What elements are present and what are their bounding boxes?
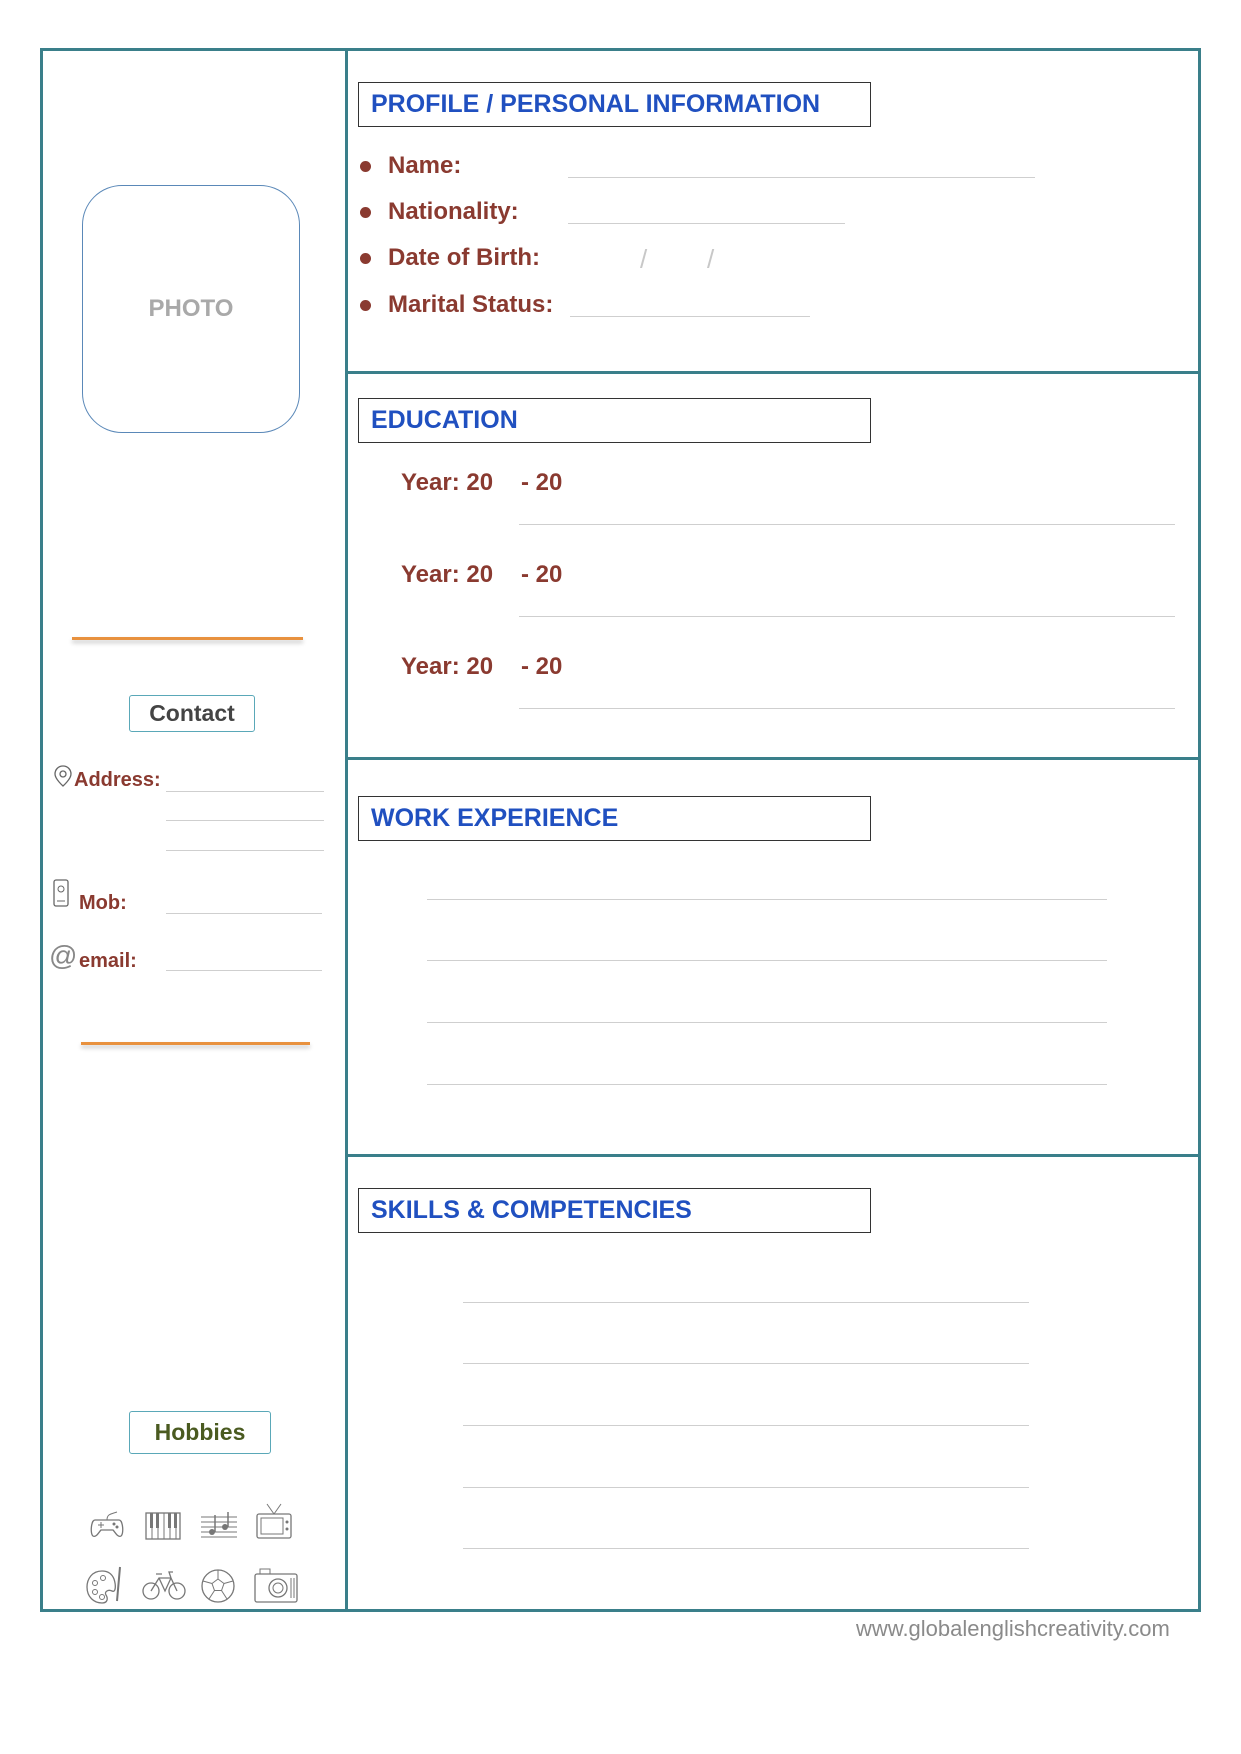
education-year-to: - 20 bbox=[521, 561, 563, 588]
education-year-label: Year: 20 bbox=[401, 469, 494, 496]
section-divider-2 bbox=[345, 757, 1201, 760]
music-icon bbox=[200, 1512, 238, 1545]
soccer-ball-icon bbox=[200, 1568, 236, 1609]
section-divider-3 bbox=[345, 1154, 1201, 1157]
marital-status-label: Marital Status: bbox=[388, 291, 554, 318]
education-line-3[interactable] bbox=[519, 708, 1175, 709]
work-line-1[interactable] bbox=[427, 899, 1107, 900]
bullet bbox=[360, 300, 371, 311]
profile-section-title: PROFILE / PERSONAL INFORMATION bbox=[358, 82, 871, 127]
dob-slash-1: / bbox=[640, 244, 648, 274]
at-sign-icon: @ bbox=[49, 940, 78, 971]
name-label: Name: bbox=[388, 152, 462, 179]
address-line-1[interactable] bbox=[166, 791, 324, 792]
piano-icon bbox=[145, 1512, 181, 1545]
skills-line-3[interactable] bbox=[463, 1425, 1029, 1426]
email-label: email: bbox=[79, 950, 137, 972]
education-year-label: Year: 20 bbox=[401, 561, 494, 588]
contact-label: Contact bbox=[129, 695, 255, 732]
address-line-3[interactable] bbox=[166, 850, 324, 851]
bullet bbox=[360, 253, 371, 264]
skills-line-5[interactable] bbox=[463, 1548, 1029, 1549]
education-line-2[interactable] bbox=[519, 616, 1175, 617]
education-line-1[interactable] bbox=[519, 524, 1175, 525]
work-line-4[interactable] bbox=[427, 1084, 1107, 1085]
gamepad-icon bbox=[89, 1510, 125, 1545]
skills-line-2[interactable] bbox=[463, 1363, 1029, 1364]
name-line[interactable] bbox=[568, 177, 1035, 178]
skills-section-title: SKILLS & COMPETENCIES bbox=[358, 1188, 871, 1233]
skills-line-4[interactable] bbox=[463, 1487, 1029, 1488]
work-line-3[interactable] bbox=[427, 1022, 1107, 1023]
nationality-line[interactable] bbox=[568, 223, 845, 224]
work-experience-section-title: WORK EXPERIENCE bbox=[358, 796, 871, 841]
marital-status-line[interactable] bbox=[570, 316, 810, 317]
column-divider bbox=[345, 48, 348, 1612]
orange-separator-bottom bbox=[81, 1042, 310, 1045]
education-year-to: - 20 bbox=[521, 653, 563, 680]
hobbies-label: Hobbies bbox=[129, 1411, 271, 1454]
camera-icon bbox=[253, 1566, 299, 1609]
education-section-title: EDUCATION bbox=[358, 398, 871, 443]
email-line[interactable] bbox=[166, 970, 322, 971]
dob-label: Date of Birth: bbox=[388, 244, 540, 271]
education-year-to: - 20 bbox=[521, 469, 563, 496]
mob-line[interactable] bbox=[166, 913, 322, 914]
work-line-2[interactable] bbox=[427, 960, 1107, 961]
photo-placeholder[interactable]: PHOTO bbox=[82, 185, 300, 433]
address-label: Address: bbox=[74, 769, 161, 791]
address-line-2[interactable] bbox=[166, 820, 324, 821]
mob-label: Mob: bbox=[79, 892, 127, 914]
footer-url[interactable]: www.globalenglishcreativity.com bbox=[856, 1616, 1170, 1641]
orange-separator-top bbox=[72, 637, 303, 640]
dob-slash-2: / bbox=[707, 244, 715, 274]
mobile-phone-icon bbox=[53, 879, 69, 912]
palette-icon bbox=[86, 1565, 124, 1610]
nationality-label: Nationality: bbox=[388, 198, 519, 225]
location-pin-icon bbox=[54, 765, 72, 792]
bicycle-icon bbox=[141, 1569, 187, 1606]
bullet bbox=[360, 207, 371, 218]
section-divider-1 bbox=[345, 371, 1201, 374]
skills-line-1[interactable] bbox=[463, 1302, 1029, 1303]
tv-icon bbox=[255, 1502, 293, 1545]
bullet bbox=[360, 161, 371, 172]
education-year-label: Year: 20 bbox=[401, 653, 494, 680]
